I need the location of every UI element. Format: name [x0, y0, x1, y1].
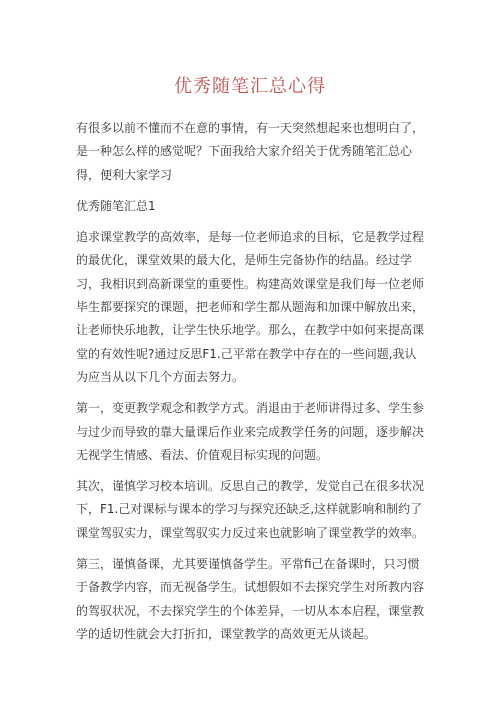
document-body [76, 117, 428, 654]
intro-paragraph: 有很多以前不懂而不在意的事情，有一天突然想起来也想明白了，是一种怎么样的感觉呢？下面我给大家介绍关于优秀随笔汇总心得，便利大家学习 [76, 121, 425, 182]
body-paragraph: 第一，变更教学观念和教学方式。消退由于老师讲得过多、学生参与过少而导致的靠大量课后作业来完成教学任务的问题，逐步解决无视学生情感、看法、价值观目标实现的问题。 [76, 401, 425, 463]
body-paragraph: 追求课堂教学的高效率，是每一位老师追求的目标，它是教学过程的最优化，课堂效果的最大化，是师生完备协作的结晶。经过学习，我相识到高新课堂的重要性。构建高效课堂是我们每一位老师毕生都要探究的课题，把老师和学生都从题海和加课中解放出来，让老师快乐地教，让学生快乐地学。那么，在教学中如何来提高课堂的有效性呢?通过反思F1.己平常在教学中存在的一些问题,我认为应当从以下几个方面去努力。 [76, 229, 425, 385]
section-heading: 优秀随笔汇总1 [76, 198, 156, 213]
body-paragraph: 其次，谨慎学习校本培训。反思自己的教学，发觉自己在很多状况下，F1.己对课标与课本的学习与探究还缺乏,这样就影响和制约了课堂驾驭实力，课堂驾驭实力反过来也就影响了课堂教学的效率。 [76, 479, 425, 540]
page-title: 优秀随笔汇总心得 [174, 76, 326, 97]
body-paragraph: 第三，谨慎备课，尤其要谨慎备学生。平常fi己在备课时，只习惯于备教学内容，而无视备学生。试想假如不去探究学生对所教内容的驾驭状况，不去探究学生的个体差异，一切从本本启程，课堂教学的适切性就会大打折扣，课堂教学的高效更无从谈起。 [76, 556, 425, 642]
